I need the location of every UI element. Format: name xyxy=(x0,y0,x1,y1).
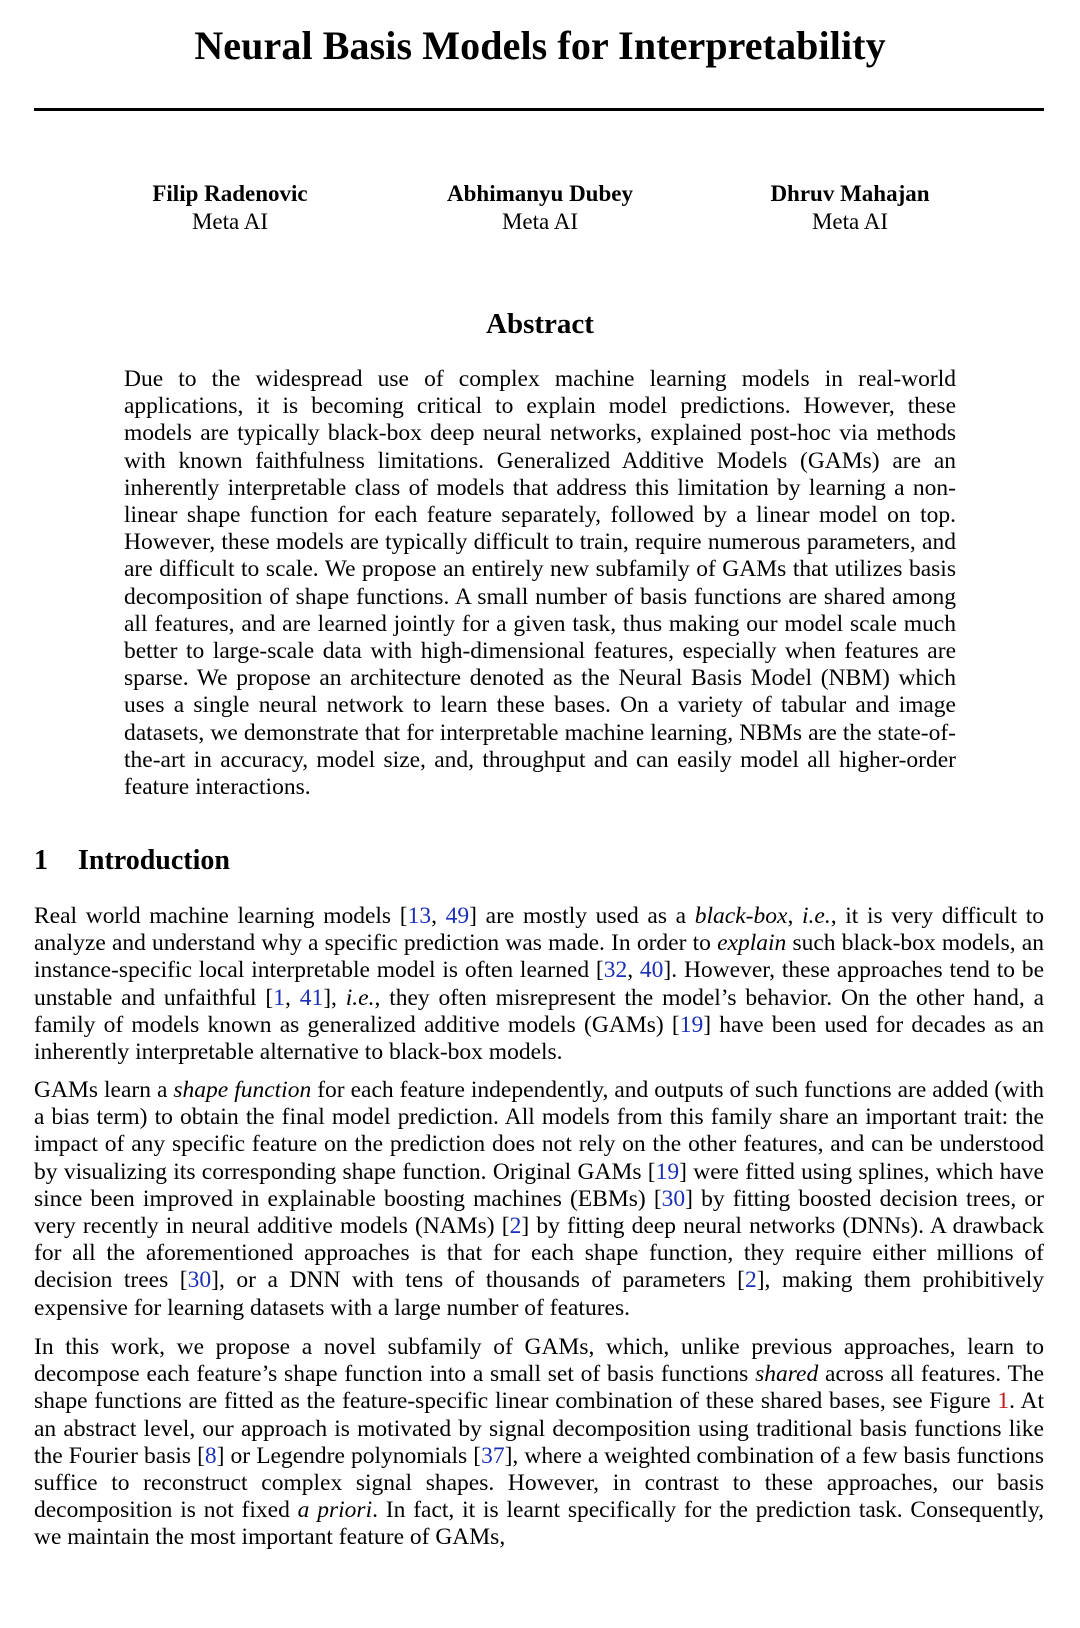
author-name: Abhimanyu Dubey xyxy=(447,181,633,206)
text-run: ] are mostly used as a xyxy=(469,903,695,929)
emphasis: shape function xyxy=(173,1077,312,1103)
text-run: across all features. The shape functions are fitted as the feature-specific linear combination of these shared bases, see Figure xyxy=(34,1361,1045,1415)
emphasis: shared xyxy=(755,1361,819,1388)
citation-link[interactable]: 1 xyxy=(273,984,285,1011)
citation-link[interactable]: 13 xyxy=(407,903,432,929)
citation-link[interactable]: 49 xyxy=(445,903,470,929)
citation-link[interactable]: 19 xyxy=(679,1011,704,1038)
citation-link[interactable]: 2 xyxy=(744,1267,757,1294)
text-run: , it is very difficult to analyze and understand why a specific prediction was made. In order to xyxy=(34,903,1045,957)
text-run: ] or Legendre polynomials [ xyxy=(216,1442,482,1469)
citation-link[interactable]: 37 xyxy=(481,1442,505,1469)
emphasis: a priori xyxy=(297,1497,373,1524)
section-number: 1 xyxy=(34,845,48,876)
author-block xyxy=(420,180,660,236)
emphasis: explain xyxy=(717,930,787,957)
text-run: . At an abstract level, our approach is motivated by signal decomposition using traditional basis functions like the Fourier basis [ xyxy=(34,1388,1044,1469)
text-run: such black-box models, an instance-specific local interpretable model is often learned [ xyxy=(34,930,1044,984)
citation-link[interactable]: 30 xyxy=(661,1185,686,1212)
text-run: ], or a DNN with tens of thousands of parameters [ xyxy=(211,1267,745,1294)
paper-title: Neural Basis Models for Interpretability xyxy=(194,23,886,68)
text-run: ] have been used for decades as an inherently interpretable alternative to black-box models. xyxy=(34,1011,1044,1066)
text-run: Real world machine learning models [ xyxy=(34,903,408,929)
author-affiliation: Meta AI xyxy=(191,209,268,234)
author-name: Dhruv Mahajan xyxy=(770,181,930,206)
text-run: , xyxy=(431,903,446,929)
text-run: ] by fitting boosted decision trees, or very recently in neural additive models (NAMs) [ xyxy=(34,1185,1045,1240)
text-run: . In fact, it is learnt specifically for the prediction task. Consequently, we maintain the most important feature of GAMs, xyxy=(34,1497,1044,1551)
author-name: Filip Radenovic xyxy=(152,181,308,206)
text-run: ], where a weighted combination of a few basis functions suffice to reconstruct complex signal shapes. However, in contrast to these approaches, our basis decomposition is not fixed xyxy=(34,1442,1045,1524)
emphasis: i.e. xyxy=(345,984,375,1011)
author-block xyxy=(740,180,960,236)
text-run: ] were fitted using splines, which have since been improved in explainable boosting machines (EBMs) [ xyxy=(34,1158,1044,1212)
text-run: ]. However, these approaches tend to be unstable and unfaithful [ xyxy=(34,957,1045,1011)
abstract-text: Due to the widespread use of complex machine learning models in real-world applications, it is becoming critical to explain model predictions. However, these models are typically black-box deep neural networks, explained post-hoc via methods with known faithfulness limitations. Generalized Additive Models (GAMs) are an inherently interpretable class of models that address this limitation by learning a non-linear shape function for each feature separately, followed by a linear model on top. However, these models are typically difficult to train, require numerous parameters, and are difficult to scale. We propose an entirely new subfamily of GAMs that utilizes basis decomposition of shape functions. A small number of basis functions are shared among all features, and are learned jointly for a given task, thus making our model scale much better to large-scale data with high-dimensional features, especially when features are sparse. We propose an architecture denoted as the Neural Basis Model (NBM) which uses a single neural network to learn these bases. On a variety of tabular and image datasets, we demonstrate that for interpretable machine learning, NBMs are the state-of-the-art in accuracy, model size, and, throughput and can easily model all higher-order feature interactions. xyxy=(124,366,956,801)
title-rule xyxy=(34,108,1044,111)
text-run: ], xyxy=(323,984,346,1011)
author-block xyxy=(120,180,340,236)
citation-link[interactable]: 8 xyxy=(204,1442,217,1469)
text-run: In this work, we propose a novel subfamily of GAMs, which, unlike previous approaches, learn to decompose each feature’s shape function into a small set of basis functions xyxy=(34,1334,1044,1388)
figure-reference-link[interactable]: 1 xyxy=(997,1388,1010,1415)
citation-link[interactable]: 32 xyxy=(603,957,628,984)
author-affiliation: Meta AI xyxy=(501,209,578,234)
text-run: , xyxy=(285,984,300,1011)
citation-link[interactable]: 41 xyxy=(299,984,324,1011)
text-run: ] by fitting deep neural networks (DNNs). A drawback for all the aforementioned approaches is that for each shape function, they require either millions of decision trees [ xyxy=(34,1213,1045,1294)
text-run: GAMs learn a xyxy=(34,1077,174,1103)
emphasis: i.e. xyxy=(802,903,831,929)
author-affiliation: Meta AI xyxy=(811,209,888,234)
section-heading xyxy=(34,845,230,877)
citation-link[interactable]: 40 xyxy=(639,957,664,984)
text-run: , xyxy=(627,957,640,984)
emphasis: black-box xyxy=(694,903,788,929)
text-run: , they often misrepresent the model’s behavior. On the other hand, a family of models known as generalized additive models (GAMs) [ xyxy=(34,984,1044,1038)
intro-paragraph-1 xyxy=(34,903,1044,1066)
section-title: Introduction xyxy=(78,845,230,876)
citation-link[interactable]: 2 xyxy=(509,1213,522,1240)
abstract-heading: Abstract xyxy=(486,308,594,340)
intro-paragraph-2 xyxy=(34,1077,1044,1322)
citation-link[interactable]: 19 xyxy=(655,1158,680,1185)
intro-paragraph-3 xyxy=(34,1334,1044,1552)
text-run: ], making them prohibitively expensive for learning datasets with a large number of features. xyxy=(34,1267,1044,1321)
citation-link[interactable]: 30 xyxy=(187,1267,212,1294)
text-run: , xyxy=(787,903,802,929)
text-run: for each feature independently, and outputs of such functions are added (with a bias term) to obtain the final model prediction. All models from this family share an important trait: the impact of any specific feature on the prediction does not rely on the other features, and can be understood by visualizing its corresponding shape function. Original GAMs [ xyxy=(34,1077,1044,1185)
